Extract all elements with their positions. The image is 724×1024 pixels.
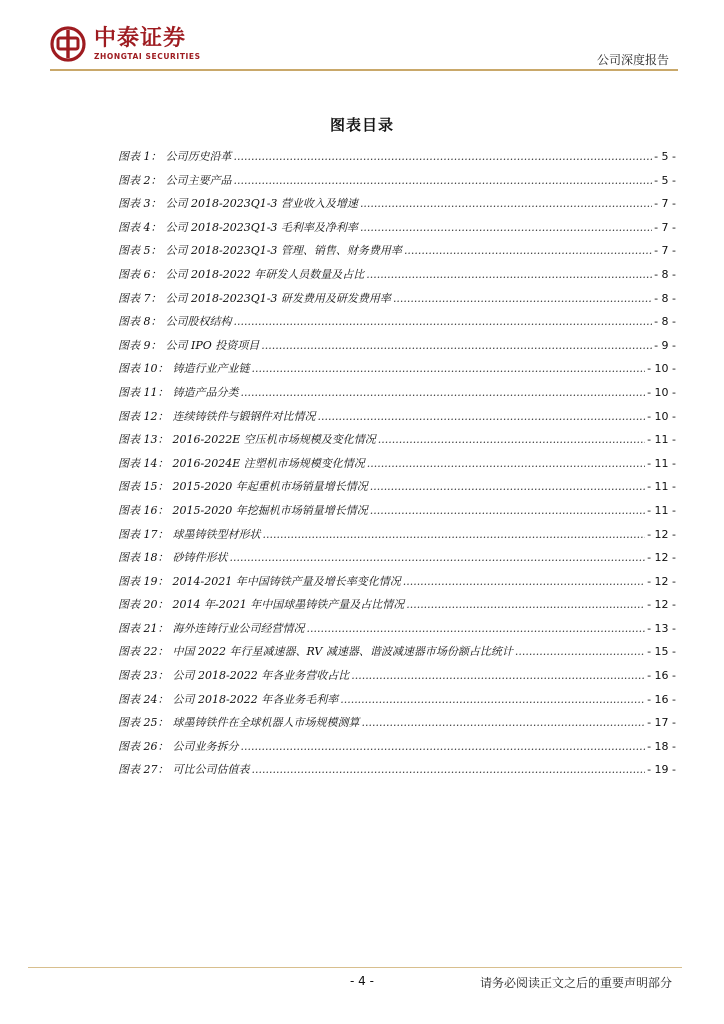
toc-entry-page: - 9 - — [654, 338, 676, 352]
toc-dot-leader — [340, 693, 645, 706]
toc-entry-title: 2015-2020 年挖掘机市场销量增长情况 — [172, 503, 368, 517]
toc-entry-label: 图表 8： — [118, 315, 162, 329]
zhongtai-logo-icon — [50, 26, 86, 62]
toc-entry-page: - 12 - — [647, 551, 676, 565]
toc-entry-page: - 13 - — [647, 621, 676, 635]
toc-dot-leader — [252, 362, 646, 375]
toc-entry-label: 图表 4： — [118, 220, 162, 234]
toc-entry-page: - 11 - — [647, 480, 676, 494]
toc-dot-leader — [234, 174, 653, 187]
toc-dot-leader — [234, 315, 653, 328]
toc-entry[interactable] — [118, 266, 676, 290]
toc-entry-label: 图表 7： — [118, 291, 162, 305]
toc-dot-leader — [307, 622, 646, 635]
toc-entry-title: 铸造产品分类 — [172, 385, 239, 399]
toc-entry[interactable] — [118, 431, 676, 455]
toc-dot-leader — [366, 268, 652, 281]
toc-dot-leader — [370, 504, 645, 517]
page-number: - 4 - — [350, 974, 374, 988]
toc-entry[interactable] — [118, 408, 676, 432]
toc-entry-label: 图表 20： — [118, 598, 169, 612]
toc-entry-page: - 12 - — [647, 574, 676, 588]
toc-entry-label: 图表 19： — [118, 574, 169, 588]
toc-dot-leader — [318, 410, 646, 423]
toc-entry-title: 2016-2022E 空压机市场规模及变化情况 — [172, 433, 376, 447]
toc-entry[interactable] — [118, 148, 676, 172]
toc-entry-title: 球墨铸铁型材形状 — [172, 527, 261, 541]
toc-entry-label: 图表 17： — [118, 527, 169, 541]
toc-entry-label: 图表 11： — [118, 385, 169, 399]
toc-entry[interactable] — [118, 526, 676, 550]
logo-english-name: ZHONGTAI SECURITIES — [94, 52, 201, 61]
toc-dot-leader — [360, 197, 652, 210]
toc-entry-page: - 8 - — [654, 291, 676, 305]
toc-entry-title: 公司 2018-2022 年各业务毛利率 — [172, 692, 339, 706]
toc-entry-title: 铸造行业产业链 — [172, 362, 250, 376]
toc-entry-title: 2016-2024E 注塑机市场规模变化情况 — [172, 456, 365, 470]
toc-entry-label: 图表 2： — [118, 173, 162, 187]
footer-disclaimer: 请务必阅读正文之后的重要声明部分 — [479, 976, 672, 990]
toc-entry-title: 可比公司估值表 — [172, 763, 250, 777]
toc-entry-title: 公司股权结构 — [165, 315, 232, 329]
toc-entry[interactable] — [118, 738, 676, 762]
toc-entry[interactable] — [118, 195, 676, 219]
toc-dot-leader — [515, 645, 645, 658]
toc-entry-title: 2014-2021 年中国铸铁产量及增长率变化情况 — [172, 574, 401, 588]
toc-entry-page: - 15 - — [647, 645, 676, 659]
toc-dot-leader — [370, 480, 645, 493]
toc-entry-title: 海外连铸行业公司经营情况 — [172, 621, 305, 635]
report-type-label: 公司深度报告 — [596, 53, 669, 67]
header-divider — [50, 69, 678, 71]
toc-dot-leader — [362, 716, 646, 729]
toc-dot-leader — [252, 763, 646, 776]
toc-entry-label: 图表 5： — [118, 244, 162, 258]
toc-entry-page: - 11 - — [647, 433, 676, 447]
toc-entry-label: 图表 26： — [118, 739, 169, 753]
toc-entry-page: - 16 - — [647, 692, 676, 706]
toc-entry-page: - 7 - — [654, 220, 676, 234]
toc-entry-title: 公司 IPO 投资项目 — [165, 338, 260, 352]
toc-entry-page: - 7 - — [654, 244, 676, 258]
toc-entry[interactable] — [118, 313, 676, 337]
toc-entry-title: 中国 2022 年行星减速器、RV 减速器、谐波减速器市场份额占比统计 — [172, 645, 513, 659]
page-header — [0, 0, 724, 80]
toc-dot-leader — [241, 386, 646, 399]
toc-entry[interactable] — [118, 620, 676, 644]
toc-entry[interactable] — [118, 384, 676, 408]
toc-entry-page: - 8 - — [654, 315, 676, 329]
toc-entry-title: 2015-2020 年起重机市场销量增长情况 — [172, 480, 368, 494]
toc-entry-page: - 12 - — [647, 598, 676, 612]
toc-entry[interactable] — [118, 337, 676, 361]
footer-divider — [28, 967, 682, 968]
toc-entry[interactable] — [118, 502, 676, 526]
toc-entry-title: 公司主要产品 — [165, 173, 232, 187]
toc-dot-leader — [263, 528, 646, 541]
toc-dot-leader — [261, 339, 652, 352]
toc-dot-leader — [378, 433, 645, 446]
toc-dot-leader — [351, 669, 645, 682]
toc-entry-label: 图表 12： — [118, 409, 169, 423]
toc-entry[interactable] — [118, 549, 676, 573]
toc-entry[interactable] — [118, 573, 676, 597]
toc-entry-page: - 5 - — [654, 150, 676, 163]
toc-dot-leader — [360, 221, 652, 234]
toc-entry[interactable] — [118, 596, 676, 620]
toc-entry-title: 公司 2018-2022 年研发人员数量及占比 — [165, 267, 365, 281]
toc-dot-leader — [404, 244, 652, 257]
toc-dot-leader — [230, 551, 646, 564]
toc-entry-page: - 16 - — [647, 669, 676, 683]
toc-entry-title: 公司 2018-2023Q1-3 管理、销售、财务费用率 — [165, 244, 402, 258]
toc-entry-label: 图表 16： — [118, 503, 169, 517]
toc-entry-title: 2014 年-2021 年中国球墨铸铁产量及占比情况 — [172, 598, 405, 612]
toc-dot-leader — [241, 740, 646, 753]
toc-entry-label: 图表 10： — [118, 362, 169, 376]
toc-title: 图表目录 — [329, 116, 394, 134]
toc-entry-label: 图表 27： — [118, 763, 169, 777]
toc-entry[interactable] — [118, 172, 676, 196]
toc-entry-label: 图表 6： — [118, 267, 162, 281]
toc-dot-leader — [406, 598, 645, 611]
toc-entry-page: - 10 - — [647, 362, 676, 376]
toc-entry[interactable] — [118, 667, 676, 691]
toc-entry-page: - 18 - — [647, 739, 676, 753]
toc-entry-title: 公司 2018-2023Q1-3 毛利率及净利率 — [165, 220, 358, 234]
toc-entry[interactable] — [118, 714, 676, 738]
toc-entry-title: 公司 2018-2023Q1-3 研发费用及研发费用率 — [165, 291, 391, 305]
toc-entry-label: 图表 14： — [118, 456, 169, 470]
toc-entry-title: 公司 2018-2023Q1-3 营业收入及增速 — [165, 197, 358, 211]
toc-entry[interactable] — [118, 290, 676, 314]
toc-entry-title: 公司历史沿革 — [165, 150, 232, 163]
toc-entry-title: 砂铸件形状 — [172, 551, 228, 565]
toc-entry-page: - 11 - — [647, 503, 676, 517]
toc-entry[interactable] — [118, 360, 676, 384]
toc-entry[interactable] — [118, 242, 676, 266]
toc-entry-label: 图表 25： — [118, 716, 169, 730]
toc-entry[interactable] — [118, 691, 676, 715]
toc-dot-leader — [234, 150, 653, 163]
toc-entry-label: 图表 24： — [118, 692, 169, 706]
toc-entry-title: 公司业务拆分 — [172, 739, 239, 753]
toc-entry[interactable] — [118, 643, 676, 667]
toc-entry-label: 图表 21： — [118, 621, 169, 635]
toc-dot-leader — [367, 457, 645, 470]
toc-entry[interactable] — [118, 761, 676, 785]
logo-chinese-name: 中泰证券 — [94, 26, 187, 51]
toc-entry-title: 公司 2018-2022 年各业务营收占比 — [172, 669, 350, 683]
toc-entry-page: - 19 - — [647, 763, 676, 777]
toc-dot-leader — [393, 292, 652, 305]
toc-entry[interactable] — [118, 478, 676, 502]
toc-entry-label: 图表 1： — [118, 150, 162, 163]
toc-entry[interactable] — [118, 219, 676, 243]
toc-entry-label: 图表 9： — [118, 338, 162, 352]
toc-entry-page: - 5 - — [654, 173, 676, 187]
toc-entry-label: 图表 23： — [118, 669, 169, 683]
toc-dot-leader — [403, 575, 645, 588]
toc-entry-page: - 12 - — [647, 527, 676, 541]
figure-table-of-contents — [118, 148, 676, 785]
toc-entry[interactable] — [118, 455, 676, 479]
toc-entry-title: 球墨铸铁件在全球机器人市场规模测算 — [172, 716, 360, 730]
toc-entry-label: 图表 22： — [118, 645, 169, 659]
toc-entry-label: 图表 15： — [118, 480, 169, 494]
toc-entry-page: - 10 - — [647, 385, 676, 399]
toc-entry-label: 图表 3： — [118, 197, 162, 211]
toc-entry-page: - 10 - — [647, 409, 676, 423]
toc-entry-title: 连续铸铁件与锻钢件对比情况 — [172, 409, 316, 423]
toc-entry-page: - 11 - — [647, 456, 676, 470]
toc-entry-label: 图表 13： — [118, 433, 169, 447]
toc-entry-page: - 17 - — [647, 716, 676, 730]
company-logo — [50, 26, 201, 62]
toc-entry-page: - 7 - — [654, 197, 676, 211]
toc-entry-page: - 8 - — [654, 267, 676, 281]
toc-entry-label: 图表 18： — [118, 551, 169, 565]
